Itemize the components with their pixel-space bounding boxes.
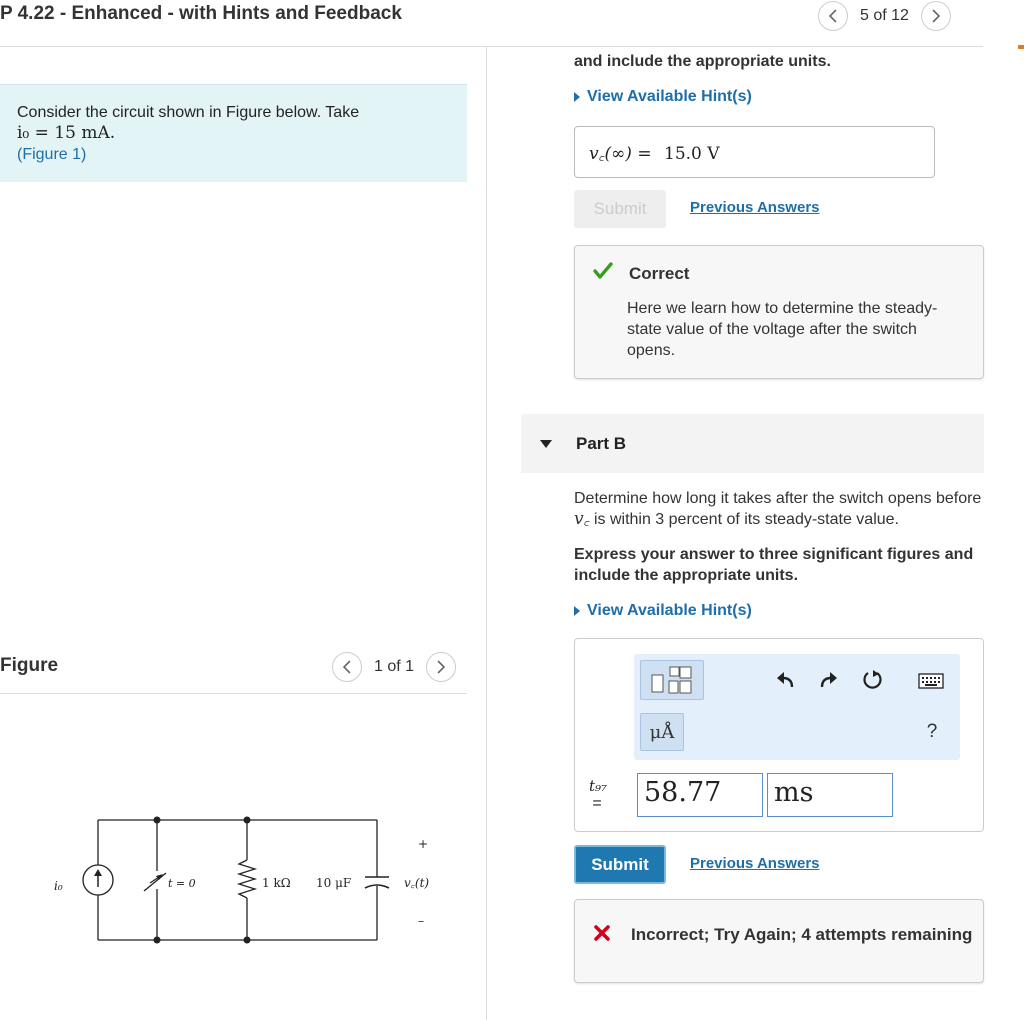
template-icon (649, 665, 695, 695)
partA-hint-link[interactable] (574, 88, 752, 106)
partA-answer-label: v꜀(∞) = (589, 144, 652, 164)
previous-problem-button[interactable] (818, 1, 848, 31)
circuit-diagram (40, 805, 460, 955)
reset-icon[interactable] (860, 668, 884, 692)
undo-icon[interactable] (774, 668, 798, 692)
partB-previous-answers-link[interactable]: Previous Answers (690, 855, 820, 872)
problem-pager (818, 1, 951, 31)
partA-answer-box (574, 126, 935, 178)
expand-triangle-icon (574, 92, 580, 102)
partB-label: Part B (576, 433, 627, 453)
next-problem-button[interactable] (921, 1, 951, 31)
partA-feedback-title: Correct (629, 264, 690, 283)
partB-question-end: is within 3 percent of its steady-state value. (593, 511, 899, 528)
partB-answer-label (589, 777, 607, 813)
partB-feedback-text: Incorrect; Try Again; 4 attempts remaining (631, 925, 973, 944)
resistor-zigzag (239, 860, 255, 898)
partB-submit-button[interactable]: Submit (574, 845, 666, 884)
units-button[interactable]: μÅ (640, 713, 684, 751)
help-button[interactable]: ? (926, 721, 938, 742)
partB-question (574, 488, 994, 530)
figure-counter: 1 of 1 (374, 658, 415, 675)
junction-dot (154, 937, 161, 944)
partB-answer-panel (574, 638, 984, 832)
checkmark-icon (593, 262, 613, 280)
plus-label: + (418, 837, 429, 851)
partB-hint-label: View Available Hint(s) (587, 602, 752, 619)
partB-instruction: Express your answer to three significant figures and include the appropriate units. (574, 546, 974, 584)
partA-previous-answers-link[interactable]: Previous Answers (690, 199, 820, 216)
keyboard-icon[interactable] (916, 670, 946, 692)
resistor-label: 1 kΩ (262, 876, 291, 890)
figure-heading: Figure (0, 655, 59, 676)
partB-variable-name: t₉₇ (589, 777, 608, 795)
problem-intro (0, 84, 467, 182)
source-label: i₀ (54, 879, 63, 893)
chevron-right-icon (931, 9, 941, 23)
partB-feedback-incorrect (574, 899, 984, 983)
figure-divider (0, 693, 467, 694)
chevron-left-icon (342, 660, 352, 674)
chevron-right-icon (436, 660, 446, 674)
orange-edge-marker (1018, 45, 1024, 49)
partA-instruction-tail: and include the appropriate units. (574, 53, 831, 70)
column-divider (486, 47, 487, 1020)
partA-answer-value: 15.0 V (664, 144, 720, 164)
partB-question-start: Determine how long it takes after the switch opens before (574, 490, 982, 507)
math-toolbar (634, 654, 960, 760)
source-arrow-head (94, 869, 102, 876)
partA-feedback-text: Here we learn how to determine the steady-state value of the voltage after the switch opens. (627, 300, 938, 359)
partB-header[interactable] (521, 414, 984, 473)
partB-value-input[interactable]: 58.77 (637, 773, 763, 817)
capacitor-label: 10 μF (316, 876, 352, 890)
problem-counter: 5 of 12 (860, 7, 909, 24)
voltage-label: v꜀(t) (404, 876, 430, 890)
expand-triangle-icon (574, 606, 580, 616)
junction-dot (154, 817, 161, 824)
next-figure-button[interactable] (426, 652, 456, 682)
chevron-left-icon (828, 9, 838, 23)
partB-question-variable: v꜀ (574, 509, 590, 529)
switch-label: t = 0 (168, 877, 196, 890)
page-title: P 4.22 - Enhanced - with Hints and Feedback (0, 3, 402, 24)
partA-hint-label: View Available Hint(s) (587, 88, 752, 105)
template-button[interactable] (640, 660, 704, 700)
switch-blade (144, 873, 166, 891)
partB-hint-link[interactable] (574, 602, 752, 620)
partB-units-input[interactable]: ms (767, 773, 893, 817)
collapse-caret-icon (540, 440, 552, 448)
figure-pager (332, 652, 456, 682)
partA-feedback-correct (574, 245, 984, 379)
minus-label: – (418, 914, 424, 928)
header-divider (0, 46, 983, 47)
given-current: i₀ = 15 mA. (17, 123, 116, 143)
redo-icon[interactable] (816, 668, 840, 692)
partA-submit-button[interactable]: Submit (574, 190, 666, 228)
partB-equals: = (592, 795, 602, 812)
previous-figure-button[interactable] (332, 652, 362, 682)
figure-link[interactable]: (Figure 1) (17, 146, 87, 163)
junction-dot (244, 817, 251, 824)
intro-text: Consider the circuit shown in Figure below. Take (17, 104, 360, 121)
junction-dot (244, 937, 251, 944)
